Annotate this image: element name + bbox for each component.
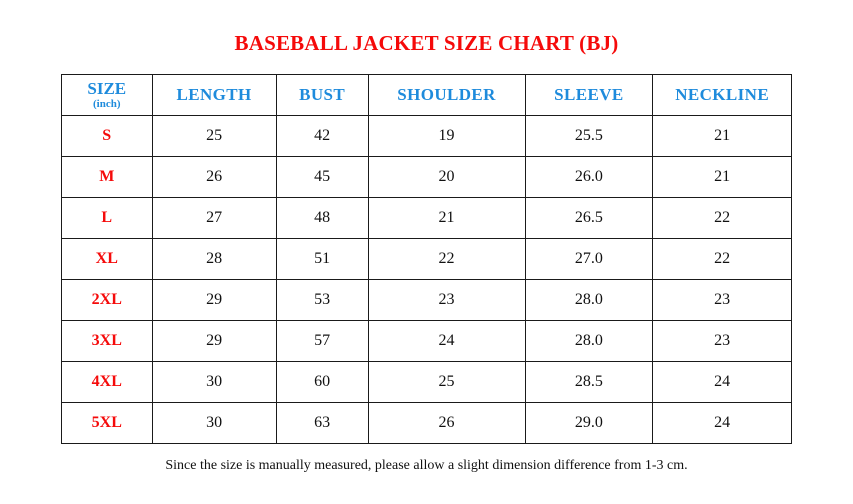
cell-length: 29 [152,280,276,321]
measurement-disclaimer: Since the size is manually measured, please allow a slight dimension difference from 1-3 cm. [165,458,688,473]
cell-bust: 63 [276,403,368,444]
cell-size: L [62,198,153,239]
cell-shoulder: 22 [368,239,525,280]
cell-size: M [62,157,153,198]
table-row [62,321,792,362]
cell-shoulder: 26 [368,403,525,444]
size-table [61,74,792,444]
cell-sleeve: 28.5 [525,362,653,403]
cell-size: S [62,116,153,157]
cell-sleeve: 29.0 [525,403,653,444]
cell-length: 30 [152,362,276,403]
table-header [62,75,792,116]
cell-neckline: 22 [653,239,792,280]
cell-length: 28 [152,239,276,280]
cell-neckline: 21 [653,157,792,198]
table-row [62,362,792,403]
table-body [62,116,792,444]
cell-size: 4XL [62,362,153,403]
column-header-size [62,75,153,116]
cell-sleeve: 28.0 [525,321,653,362]
cell-neckline: 23 [653,321,792,362]
cell-sleeve: 26.5 [525,198,653,239]
table-row [62,198,792,239]
table-row [62,403,792,444]
cell-sleeve: 26.0 [525,157,653,198]
cell-shoulder: 19 [368,116,525,157]
cell-neckline: 24 [653,362,792,403]
cell-bust: 48 [276,198,368,239]
cell-size: 2XL [62,280,153,321]
table-row [62,157,792,198]
cell-bust: 53 [276,280,368,321]
cell-sleeve: 28.0 [525,280,653,321]
cell-shoulder: 25 [368,362,525,403]
cell-bust: 45 [276,157,368,198]
page-title: BASEBALL JACKET SIZE CHART (BJ) [234,31,619,55]
table-row [62,280,792,321]
cell-neckline: 23 [653,280,792,321]
column-header-bust: BUST [276,75,368,116]
column-header-shoulder: SHOULDER [368,75,525,116]
table-row [62,239,792,280]
cell-bust: 42 [276,116,368,157]
cell-neckline: 22 [653,198,792,239]
cell-length: 25 [152,116,276,157]
cell-length: 30 [152,403,276,444]
size-table-container [61,74,792,444]
column-header-neckline: NECKLINE [653,75,792,116]
cell-size: 3XL [62,321,153,362]
column-header-length: LENGTH [152,75,276,116]
cell-sleeve: 27.0 [525,239,653,280]
cell-shoulder: 20 [368,157,525,198]
cell-neckline: 24 [653,403,792,444]
cell-shoulder: 21 [368,198,525,239]
cell-length: 27 [152,198,276,239]
column-header-sleeve: SLEEVE [525,75,653,116]
cell-length: 26 [152,157,276,198]
cell-bust: 57 [276,321,368,362]
cell-length: 29 [152,321,276,362]
cell-bust: 51 [276,239,368,280]
cell-shoulder: 24 [368,321,525,362]
table-row [62,116,792,157]
cell-size: XL [62,239,153,280]
table-header-row [62,75,792,116]
column-header-size-unit: (inch) [93,97,121,110]
column-header-size-label: SIZE [87,78,127,98]
cell-bust: 60 [276,362,368,403]
cell-size: 5XL [62,403,153,444]
cell-sleeve: 25.5 [525,116,653,157]
cell-shoulder: 23 [368,280,525,321]
cell-neckline: 21 [653,116,792,157]
